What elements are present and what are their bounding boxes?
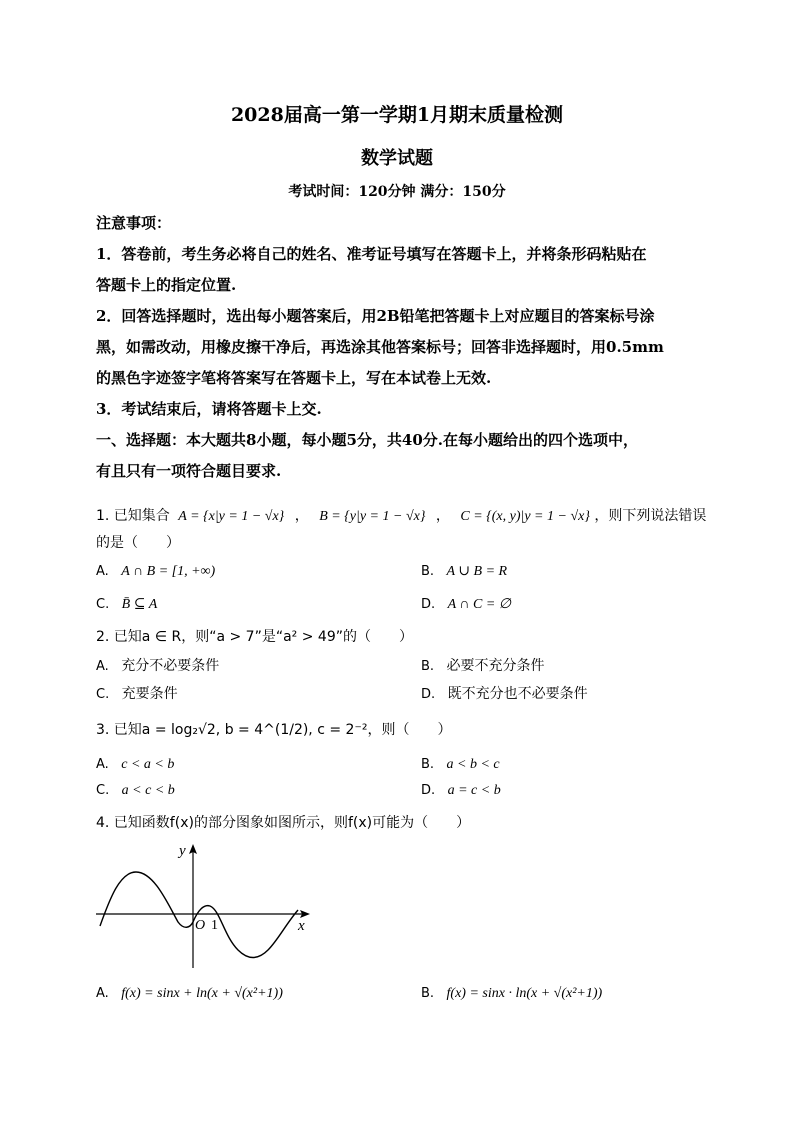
q2-option-c[interactable] [96, 683, 178, 703]
question-3-stem: 3. 已知a = log₂√2, b = 4^(1/2), c = 2⁻²，则（ ） [96, 722, 452, 738]
graph-origin-label: O [195, 918, 206, 933]
option-label: D. [421, 687, 436, 702]
q1-set-c: C = {(x, y)|y = 1 − √x} [460, 509, 590, 524]
exam-title: 2028届高一第一学期1月期末质量检测 [230, 104, 564, 126]
option-text: 充要条件 [121, 686, 178, 702]
option-text: 必要不充分条件 [446, 658, 545, 674]
option-text: A ∪ B = R [446, 564, 508, 579]
q3-option-c[interactable] [96, 782, 175, 799]
function-graph [92, 838, 322, 973]
note-3: 3．考试结束后，请将答题卡上交. [96, 400, 322, 418]
q1-option-d[interactable] [421, 596, 511, 613]
q1-suffix: ，则下列说法错误 [594, 508, 707, 524]
q4-option-b[interactable] [421, 985, 602, 1002]
option-label: D. [421, 597, 436, 612]
question-2-stem: 2. 已知a ∈ R，则“a > 7”是“a² > 49”的（ ） [96, 629, 413, 645]
option-text: f(x) = sinx + ln(x + √(x²+1)) [121, 986, 283, 1001]
note-2-line-2: 黑，如需改动，用橡皮擦干净后，再选涂其他答案标号；回答非选择题时，用0.5mm [96, 338, 664, 356]
option-label: A. [96, 757, 109, 772]
option-label: A. [96, 986, 109, 1001]
option-label: C. [96, 597, 110, 612]
option-label: A. [96, 564, 109, 579]
option-text: A ∩ B = [1, +∞) [121, 564, 216, 579]
q1-option-a[interactable] [96, 563, 215, 580]
option-label: B. [421, 659, 435, 674]
option-label: B. [421, 757, 435, 772]
q2-option-a[interactable] [96, 655, 219, 675]
option-text: a = c < b [447, 783, 501, 798]
note-2-line-1: 2．回答选择题时，选出每小题答案后，用2B铅笔把答题卡上对应题目的答案标号涂 [96, 307, 655, 325]
notes-heading: 注意事项： [96, 214, 172, 232]
option-text: a < b < c [446, 757, 500, 772]
option-label: C. [96, 687, 110, 702]
q3-option-b[interactable] [421, 756, 500, 773]
option-label: D. [421, 783, 436, 798]
option-text: f(x) = sinx · ln(x + √(x²+1)) [446, 986, 603, 1001]
option-label: B. [421, 564, 435, 579]
q2-option-d[interactable] [421, 683, 588, 703]
graph-tick-label: 1 [211, 918, 218, 933]
question-1-line-2: 的是（ ） [96, 535, 180, 551]
q1-option-b[interactable] [421, 563, 507, 580]
note-1-line-1: 1．答卷前，考生务必将自己的姓名、准考证号填写在答题卡上，并将条形码粘贴在 [96, 245, 647, 263]
option-text: a < c < b [121, 783, 175, 798]
q2-option-b[interactable] [421, 655, 545, 675]
q1-option-c[interactable] [96, 596, 157, 613]
option-label: B. [421, 986, 435, 1001]
option-label: C. [96, 783, 110, 798]
section-1-line-2: 有且只有一项符合题目要求. [96, 462, 282, 480]
q3-option-a[interactable] [96, 756, 174, 773]
exam-subtitle: 数学试题 [361, 148, 433, 169]
graph-y-label: y [179, 843, 186, 859]
q1-set-a: A = {x|y = 1 − √x} [178, 509, 285, 524]
q1-set-b: B = {y|y = 1 − √x} [319, 509, 426, 524]
option-text: A ∩ C = ∅ [447, 597, 511, 612]
question-4-stem: 4. 已知函数f(x)的部分图象如图所示，则f(x)可能为（ ） [96, 815, 471, 831]
option-text: 充分不必要条件 [121, 658, 220, 674]
q3-option-d[interactable] [421, 782, 501, 799]
q4-option-a[interactable] [96, 985, 283, 1002]
q1-prefix: 1. 已知集合 [96, 508, 170, 524]
option-label: A. [96, 659, 109, 674]
section-1-line-1: 一、选择题：本大题共8小题，每小题5分，共40分.在每小题给出的四个选项中， [96, 431, 638, 449]
exam-info: 考试时间：120分钟 满分：150分 [288, 184, 506, 200]
option-text: c < a < b [121, 757, 175, 772]
option-text: B̄ ⊆ A [121, 597, 158, 612]
option-text: 既不充分也不必要条件 [447, 686, 588, 702]
question-1-stem: 1. 已知集合 A = {x|y = 1 − √x} ， B = {y|y = 1 − √x} ， C = {(x, y)|y = 1 − √x} ，则下列说法错误 [96, 508, 707, 524]
note-1-line-2: 答题卡上的指定位置. [96, 276, 237, 294]
function-curve [100, 872, 298, 958]
note-2-line-3: 的黑色字迹签字笔将答案写在答题卡上，写在本试卷上无效. [96, 369, 492, 387]
graph-x-label: x [298, 918, 305, 934]
